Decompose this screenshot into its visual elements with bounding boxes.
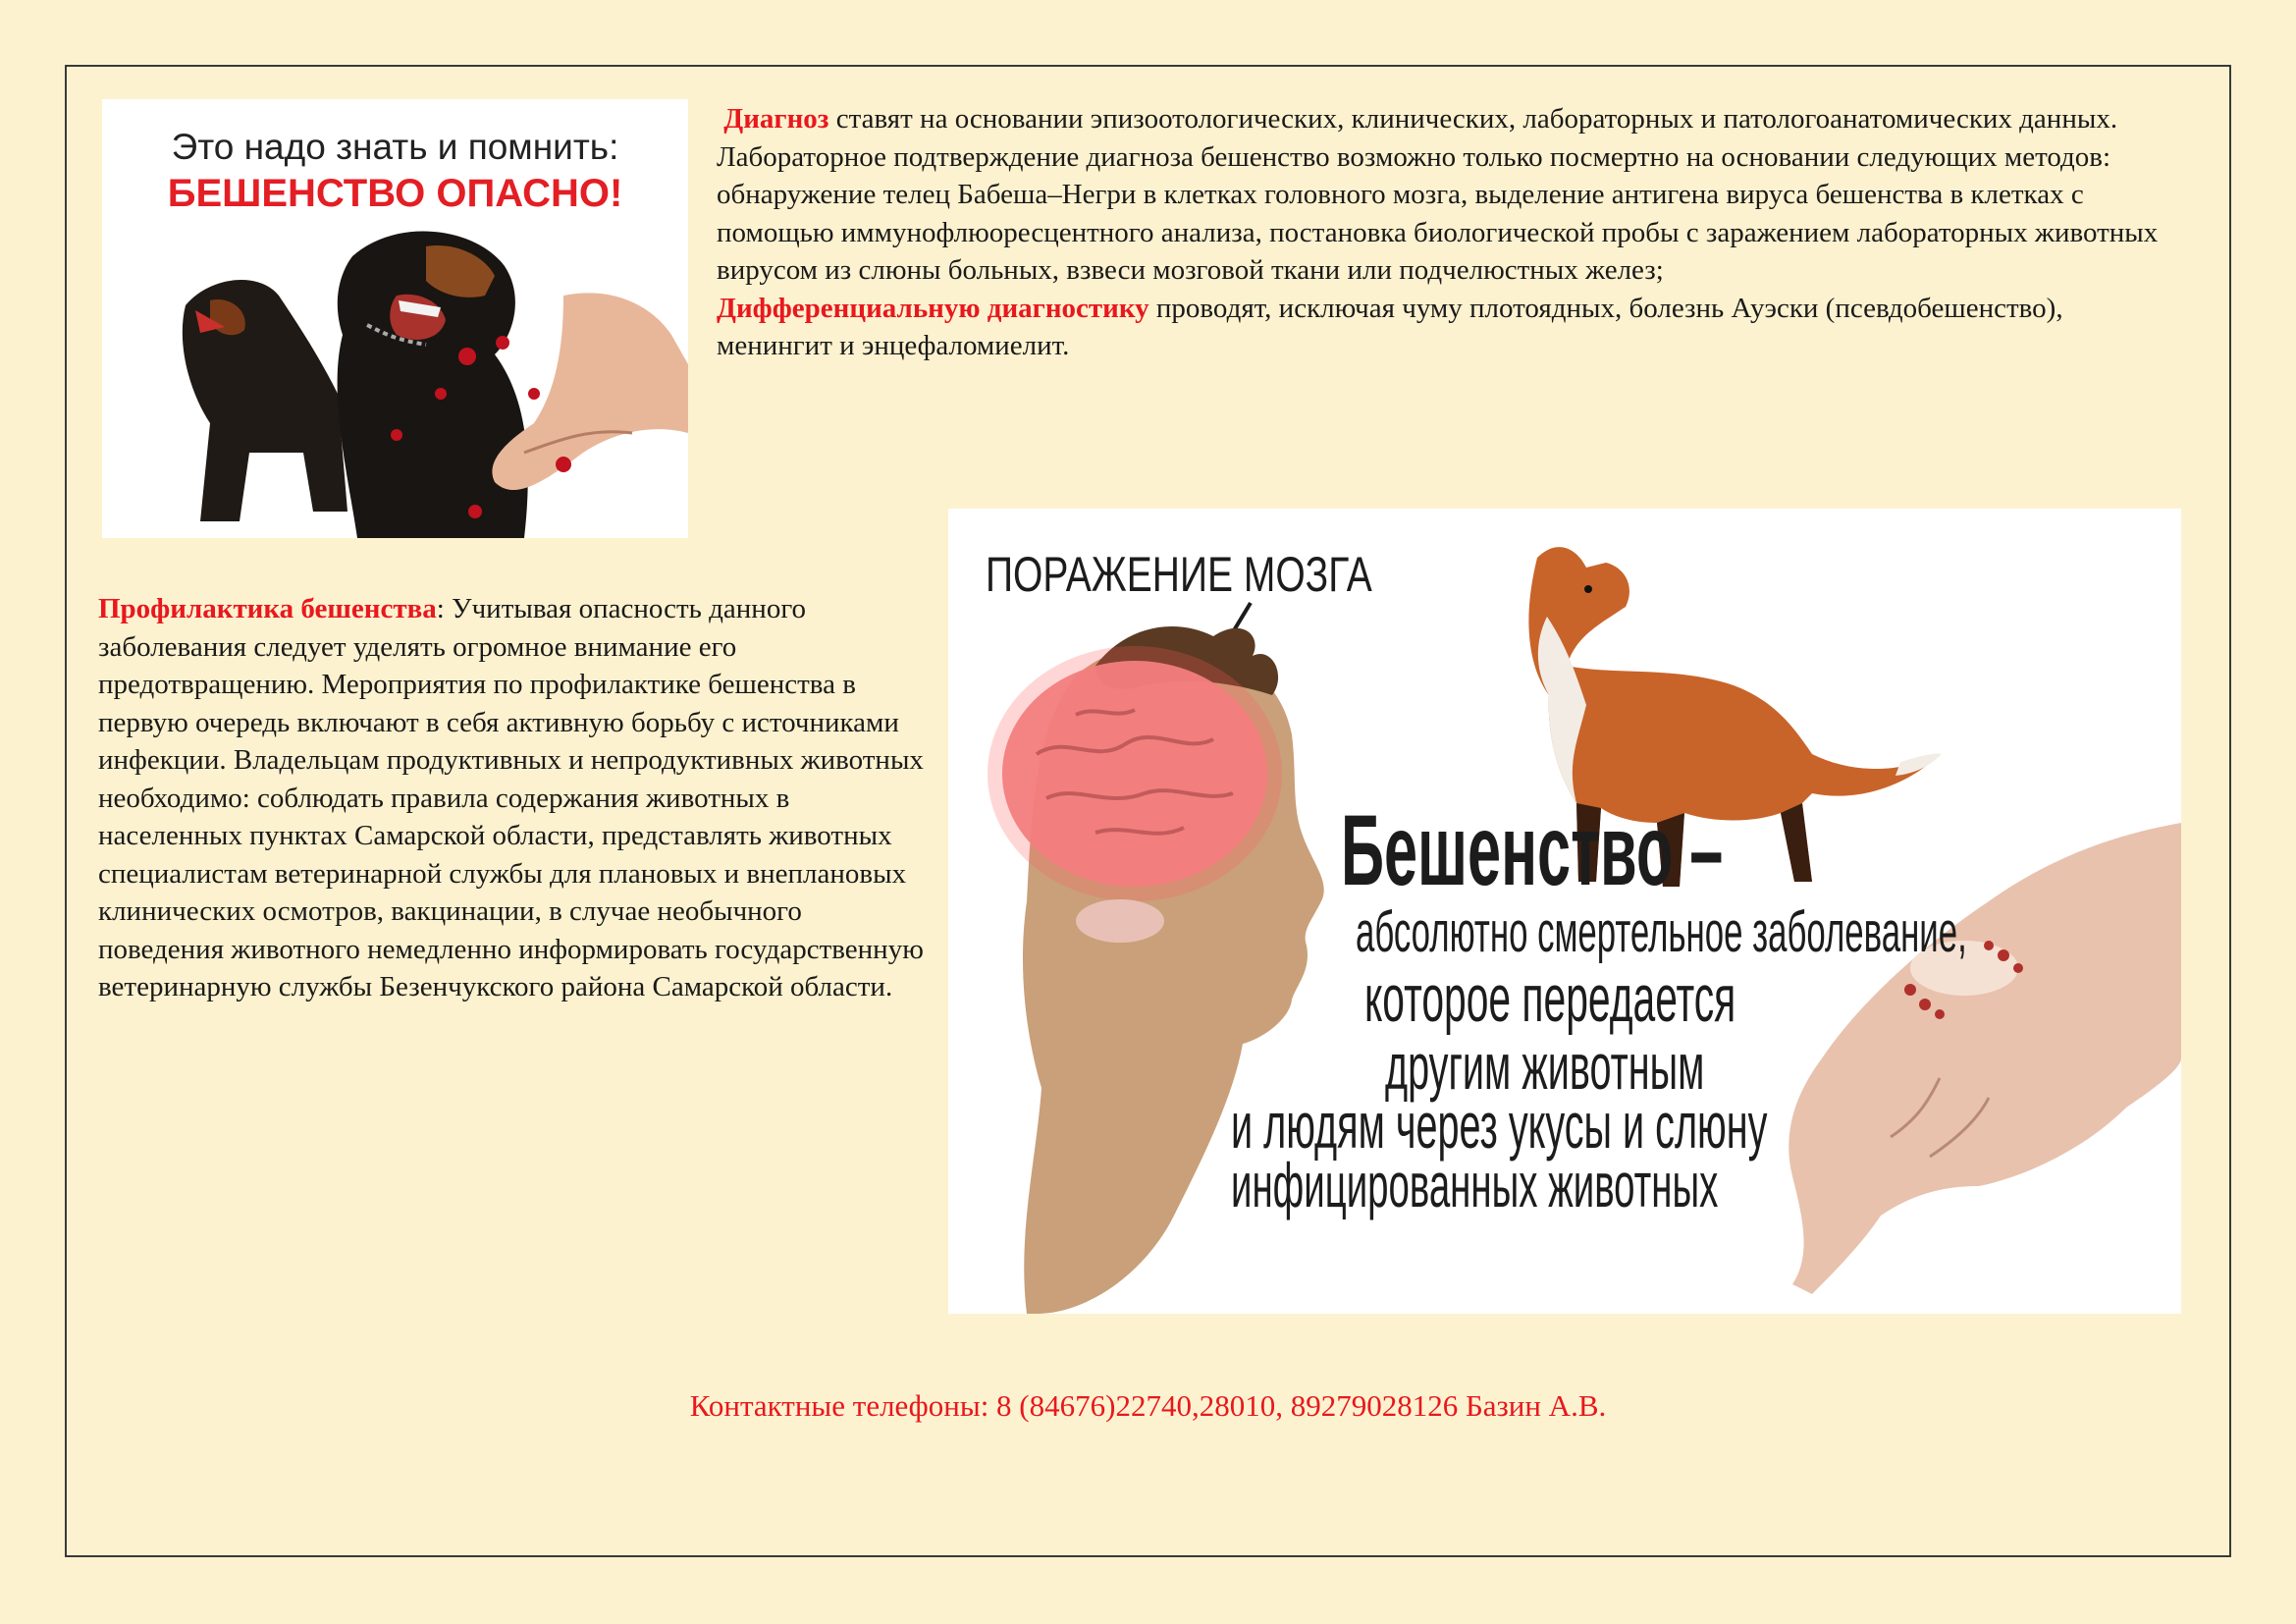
diagnosis-term: Диагноз [723, 103, 829, 135]
poster-line-3: другим животным [1385, 1030, 1705, 1103]
poster-heading: Это надо знать и помнить: [171, 127, 619, 167]
differential-paragraph [717, 290, 2179, 365]
poster-title: Бешенство – [1341, 794, 1724, 906]
prophylaxis-term: Профилактика бешенства [98, 593, 437, 624]
rabies-info-poster [948, 509, 2181, 1314]
diagnosis-section [717, 100, 2179, 365]
brain-damage-label: ПОРАЖЕНИЕ МОЗГА [986, 547, 1372, 602]
poster-line-5: инфицированных животных [1231, 1150, 1719, 1220]
contact-phones: Контактные телефоны: 8 (84676)22740,28010, 89279028126 Базин А.В. [689, 1388, 1607, 1423]
prophylaxis-section [98, 590, 933, 1006]
diagnosis-paragraph [717, 100, 2179, 290]
poster-line-4: и людям через укусы и слюну [1231, 1089, 1768, 1162]
diagnosis-text: ставят на основании эпизоотологических, клинических, лабораторных и патологоанатомических данных. Лабораторное подтверждение диагноза бешенство возможно только посмертно на основании следующих методов: обнаружение телец Бабеша–Негри в клетках головного мозга, выделение антигена вируса бешенства в клетках с помощью иммунофлюоресцентного анализа, постановка биологической пробы с заражением лабораторных животных вирусом из слюны больных, взвеси мозговой ткани или подчелюстных желез; [717, 103, 2159, 286]
differential-text: проводят, исключая чуму плотоядных, болезнь Ауэски (псевдобешенство), менингит и энцефаломиелит. [717, 292, 2063, 361]
poster-warning: БЕШЕНСТВО ОПАСНО! [167, 172, 623, 215]
prophylaxis-text: : Учитывая опасность данного заболевания следует уделять огромное внимание его предотвращению. Мероприятия по профилактике бешенства в первую очередь включают в себя активную борьбу с источниками инфекции. Владельцам продуктивных и непродуктивных животных необходимо: соблюдать правила содержания животных в населенных пунктах Самарской области, представлять животных специалистам ветеринарной службы для плановых и внеплановых клинических осмотров, вакцинации, в случае необычного поведения животного немедленно информировать государственную ветеринарную службы Безенчукского района Самарской области. [98, 593, 924, 1002]
rabies-warning-poster [102, 99, 688, 538]
poster-line-2: которое передается [1364, 961, 1736, 1036]
poster-line-1: абсолютно смертельное заболевание, [1356, 900, 1967, 964]
differential-term: Дифференциальную диагностику [717, 292, 1149, 324]
